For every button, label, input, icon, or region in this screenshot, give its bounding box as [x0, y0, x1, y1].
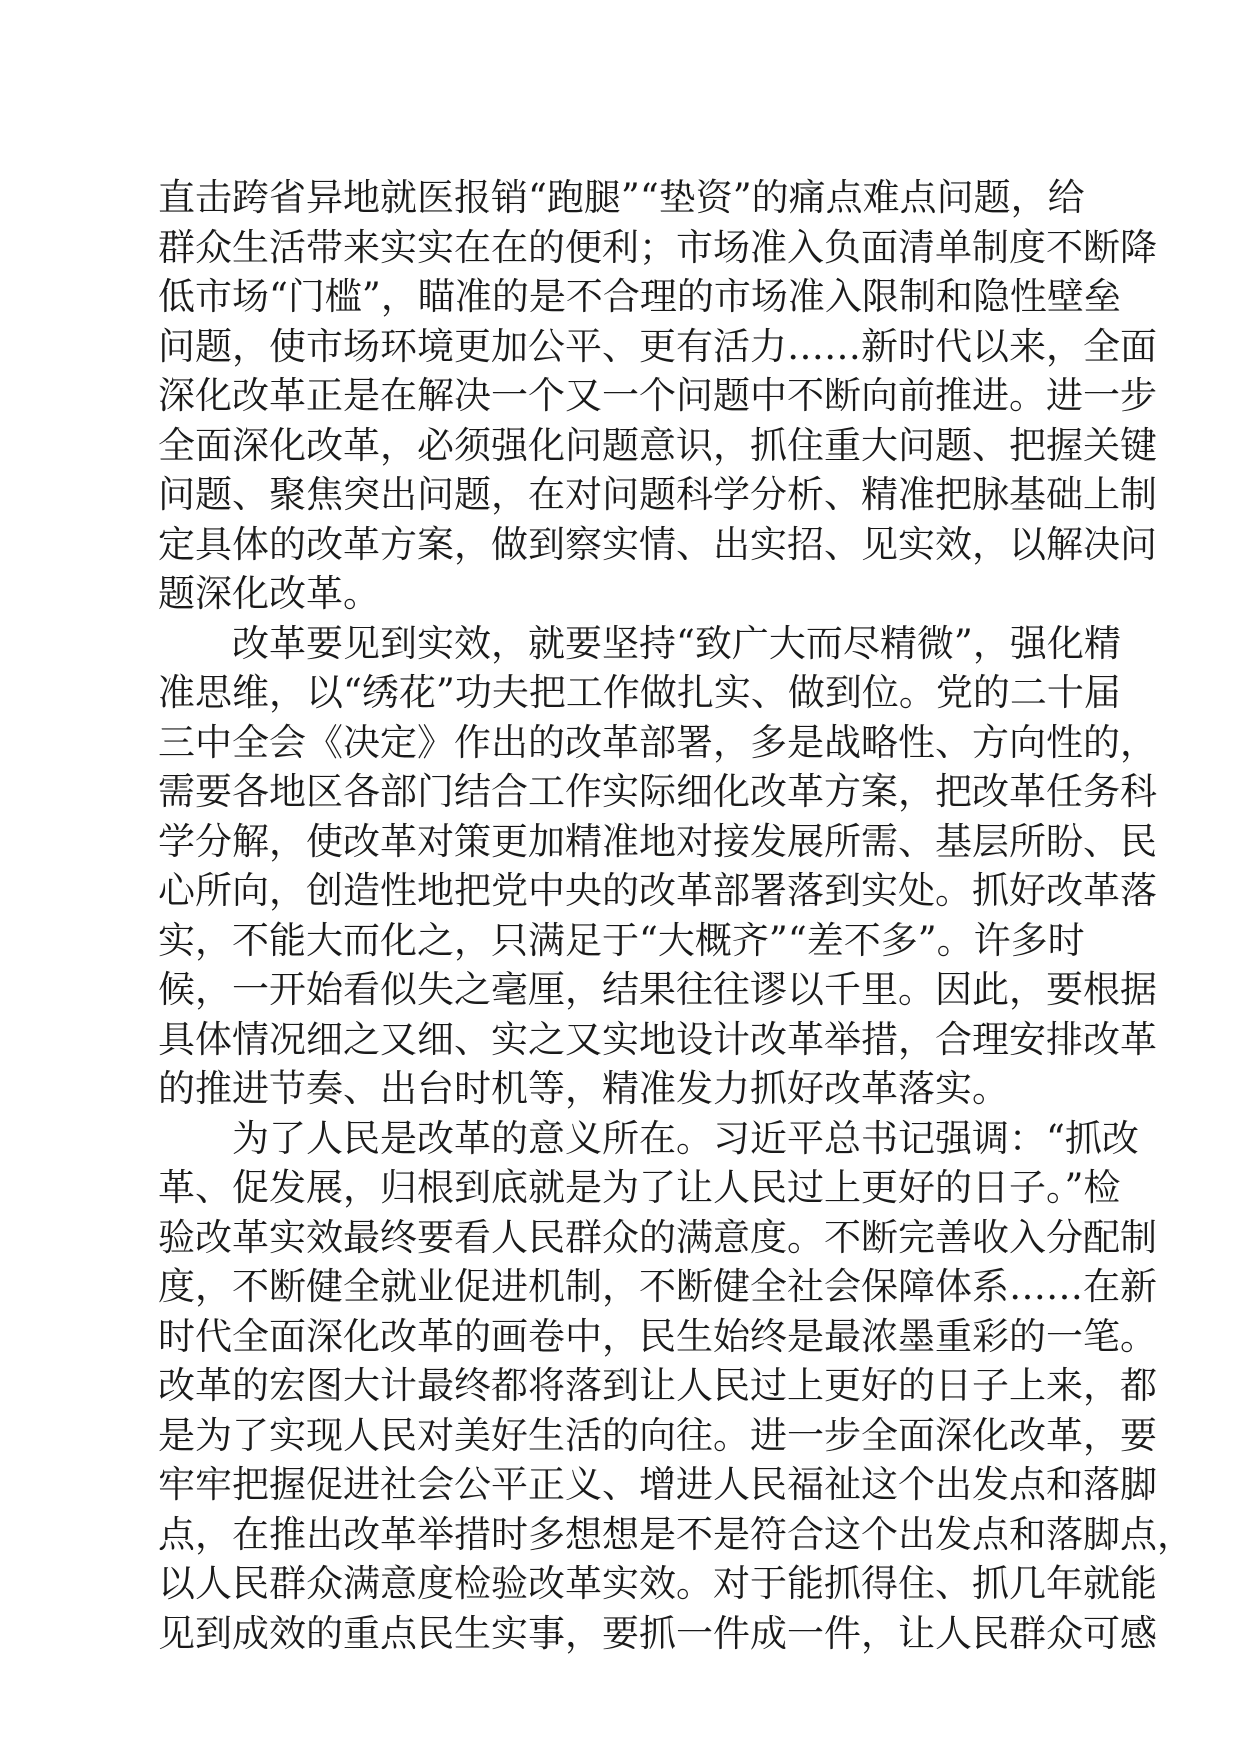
text-line: 时代全面深化改革的画卷中，民生始终是最浓墨重彩的一笔。 [158, 1314, 1157, 1358]
text-line: 深化改革正是在解决一个又一个问题中不断向前推进。进一步 [158, 374, 1157, 417]
text-line: 革、促发展，归根到底就是为了让人民过上更好的日子。”检 [158, 1166, 1121, 1209]
text-line: 牢牢把握促进社会公平正义、增进人民福祉这个出发点和落脚 [158, 1463, 1157, 1506]
text-line: 候，一开始看似失之毫厘，结果往往谬以千里。因此，要根据 [158, 968, 1157, 1011]
text-line: 度，不断健全就业促进机制，不断健全社会保障体系……在新 [158, 1265, 1157, 1308]
text-line: 问题，使市场环境更加公平、更有活力……新时代以来，全面 [158, 324, 1157, 368]
text-line: 三中全会《决定》作出的改革部署，多是战略性、方向性的， [158, 720, 1157, 764]
text-line: 以人民群众满意度检验改革实效。对于能抓得住、抓几年就能 [158, 1562, 1157, 1605]
text-line: 实，不能大而化之，只满足于“大概齐”“差不多”。许多时 [158, 918, 1085, 962]
text-line: 学分解，使改革对策更加精准地对接发展所需、基层所盼、民 [158, 819, 1157, 863]
text-line: 心所向，创造性地把党中央的改革部署落到实处。抓好改革落 [158, 869, 1157, 912]
text-line: 具体情况细之又细、实之又实地设计改革举措，合理安排改革 [158, 1017, 1157, 1061]
text-line: 的推进节奏、出台时机等，精准发力抓好改革落实。 [158, 1067, 1009, 1110]
text-line: 是为了实现人民对美好生活的向往。进一步全面深化改革，要 [158, 1413, 1157, 1457]
text-line: 需要各地区各部门结合工作实际细化改革方案，把改革任务科 [158, 770, 1157, 813]
text-line: 全面深化改革，必须强化问题意识，抓住重大问题、把握关键 [158, 423, 1157, 467]
text-line: 验改革实效最终要看人民群众的满意度。不断完善收入分配制 [158, 1215, 1157, 1259]
paragraph-first-line: 改革要见到实效，就要坚持“致广大而尽精微”，强化精 [232, 621, 1121, 665]
text-line: 问题、聚焦突出问题，在对问题科学分析、精准把脉基础上制 [158, 473, 1157, 516]
article-body [158, 173, 1194, 1658]
text-line: 点，在推出改革举措时多想想是不是符合这个出发点和落脚点， [158, 1512, 1194, 1556]
text-line: 见到成效的重点民生实事，要抓一件成一件，让人民群众可感 [158, 1611, 1157, 1655]
text-line: 准思维，以“绣花”功夫把工作做扎实、做到位。党的二十届 [158, 671, 1121, 714]
text-line: 低市场“门槛”，瞄准的是不合理的市场准入限制和隐性壁垒 [158, 275, 1121, 318]
text-line: 改革的宏图大计最终都将落到让人民过上更好的日子上来，都 [158, 1364, 1157, 1407]
text-line: 定具体的改革方案，做到察实情、出实招、见实效，以解决问 [158, 522, 1157, 566]
paragraph-first-line: 为了人民是改革的意义所在。习近平总书记强调：“抓改 [232, 1116, 1139, 1160]
text-line: 直击跨省异地就医报销“跑腿”“垫资”的痛点难点问题，给 [158, 176, 1085, 219]
text-line: 群众生活带来实实在在的便利；市场准入负面清单制度不断降 [158, 225, 1157, 269]
text-line: 题深化改革。 [158, 572, 380, 615]
